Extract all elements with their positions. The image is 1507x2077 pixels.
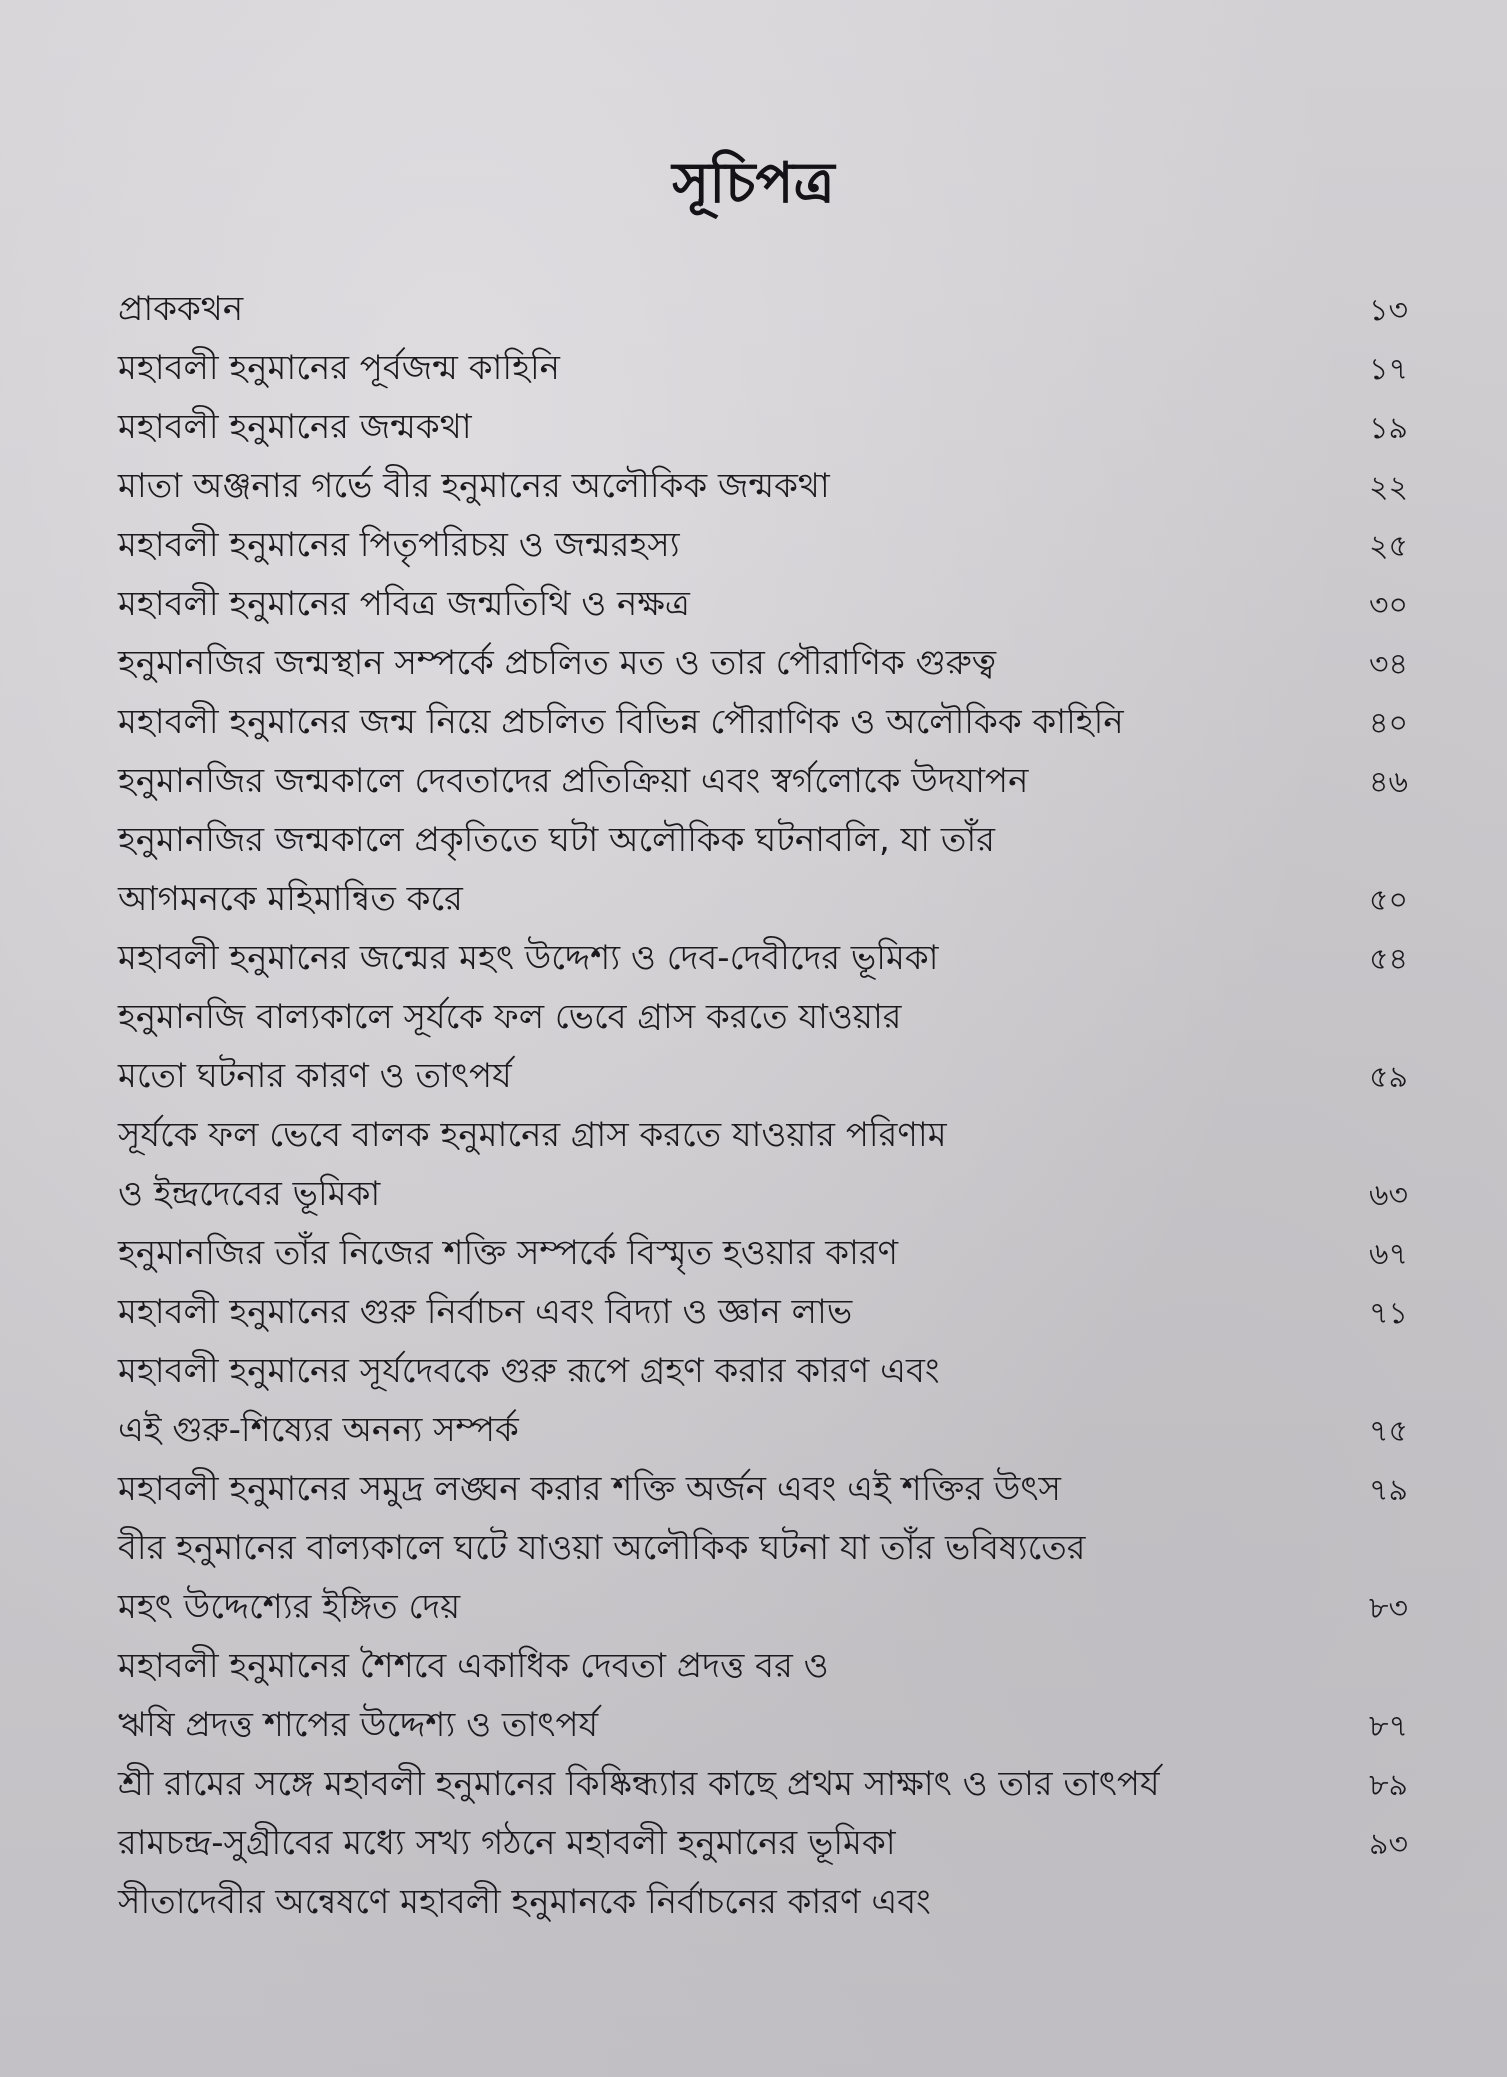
toc-entry xyxy=(118,1224,1408,1283)
toc-page-number: ৮৯ xyxy=(1369,1768,1408,1803)
toc-entry xyxy=(118,752,1408,811)
toc-entry-line: হনুমানজির জন্মকালে দেবতাদের প্রতিক্রিয়া এবং স্বর্গলোকে উদযাপন xyxy=(118,761,1029,801)
toc-entry-line: ঋষি প্রদত্ত শাপের উদ্দেশ্য ও তাৎপর্য xyxy=(118,1705,599,1745)
toc-entry-title xyxy=(118,1224,1288,1283)
toc-entry xyxy=(118,811,1408,929)
toc-page-number: ৭৯ xyxy=(1369,1473,1408,1508)
toc-entry-line: মহাবলী হনুমানের পূর্বজন্ম কাহিনি xyxy=(118,348,560,388)
toc-page-number: ৮৭ xyxy=(1369,1709,1408,1744)
toc-entry-line: বীর হনুমানের বাল্যকালে ঘটে যাওয়া অলৌকিক ঘটনা যা তাঁর ভবিষ্যতের xyxy=(118,1528,1086,1568)
toc-page-number: ২২ xyxy=(1368,470,1408,505)
toc-entry-line: মহাবলী হনুমানের শৈশবে একাধিক দেবতা প্রদত্ত বর ও xyxy=(118,1646,829,1686)
toc-entry-title xyxy=(118,634,1288,693)
toc-entry xyxy=(118,929,1408,988)
toc-entry-title xyxy=(118,1755,1288,1814)
toc-entry-title xyxy=(118,1873,1288,1932)
toc-entry-line: প্রাককথন xyxy=(118,289,244,329)
toc-page-number: ৫০ xyxy=(1369,883,1408,918)
toc-page-number: ৫৪ xyxy=(1369,942,1408,977)
toc-entry-line: সূর্যকে ফল ভেবে বালক হনুমানের গ্রাস করতে যাওয়ার পরিণাম xyxy=(118,1115,947,1155)
toc-entry-line: মহাবলী হনুমানের সমুদ্র লঙ্ঘন করার শক্তি অর্জন এবং এই শক্তির উৎস xyxy=(118,1469,1061,1509)
toc-entry xyxy=(118,1460,1408,1519)
toc-entry-line: হনুমানজির তাঁর নিজের শক্তি সম্পর্কে বিস্মৃত হওয়ার কারণ xyxy=(118,1233,899,1273)
toc-entry-line: মহাবলী হনুমানের জন্মের মহৎ উদ্দেশ্য ও দেব-দেবীদের ভূমিকা xyxy=(118,938,939,978)
toc-entry-line: মহাবলী হনুমানের জন্মকথা xyxy=(118,407,472,447)
toc-page-number: ২৫ xyxy=(1369,529,1408,564)
toc-entry-title xyxy=(118,929,1288,988)
toc-entry xyxy=(118,398,1408,457)
toc-entry xyxy=(118,575,1408,634)
toc-entry-line: মহাবলী হনুমানের পবিত্র জন্মতিথি ও নক্ষত্র xyxy=(118,584,690,624)
toc-page-number: ৭৫ xyxy=(1369,1414,1408,1449)
page-title: সূচিপত্র xyxy=(672,151,835,216)
toc-entry-line: মহাবলী হনুমানের জন্ম নিয়ে প্রচলিত বিভিন্ন পৌরাণিক ও অলৌকিক কাহিনি xyxy=(118,702,1124,742)
toc-page-number: ৬৭ xyxy=(1368,1237,1408,1272)
toc-entry xyxy=(118,339,1408,398)
toc-entry-title xyxy=(118,1637,1288,1755)
toc-entry-line: মহাবলী হনুমানের গুরু নির্বাচন এবং বিদ্যা ও জ্ঞান লাভ xyxy=(118,1292,853,1332)
toc-entry xyxy=(118,516,1408,575)
toc-entry-line: আগমনকে মহিমান্বিত করে xyxy=(118,879,463,919)
toc-page-number: ৩০ xyxy=(1368,588,1408,623)
toc-entry-line: শ্রী রামের সঙ্গে মহাবলী হনুমানের কিষ্কিন্ধ্যার কাছে প্রথম সাক্ষাৎ ও তার তাৎপর্য xyxy=(118,1764,1160,1804)
toc-page-number: ৩৪ xyxy=(1369,647,1408,682)
toc-entry-line: মহাবলী হনুমানের পিতৃপরিচয় ও জন্মরহস্য xyxy=(118,525,680,565)
toc-entry-title xyxy=(118,516,1288,575)
toc-entry xyxy=(118,1283,1408,1342)
toc-entry xyxy=(118,1637,1408,1755)
toc-entry-title xyxy=(118,575,1288,634)
toc-page-number: ৭১ xyxy=(1369,1296,1408,1331)
toc-entry-title xyxy=(118,988,1288,1106)
toc-entry-title xyxy=(118,280,1288,339)
toc-entry-title xyxy=(118,1342,1288,1460)
toc-entry xyxy=(118,634,1408,693)
toc-entry-title xyxy=(118,1814,1288,1873)
toc-entry-line: মতো ঘটনার কারণ ও তাৎপর্য xyxy=(118,1056,512,1096)
toc-entry-title xyxy=(118,457,1288,516)
toc-entry xyxy=(118,1106,1408,1224)
table-of-contents xyxy=(118,280,1408,1932)
toc-entry-line: হনুমানজির জন্মকালে প্রকৃতিতে ঘটা অলৌকিক ঘটনাবলি, যা তাঁর xyxy=(118,820,995,860)
toc-entry-title xyxy=(118,1283,1288,1342)
toc-entry-line: মাতা অঞ্জনার গর্ভে বীর হনুমানের অলৌকিক জন্মকথা xyxy=(118,466,830,506)
toc-entry xyxy=(118,988,1408,1106)
toc-entry-line: রামচন্দ্র-সুগ্রীবের মধ্যে সখ্য গঠনে মহাবলী হনুমানের ভূমিকা xyxy=(118,1823,896,1863)
toc-entry xyxy=(118,457,1408,516)
toc-page-number: ৪০ xyxy=(1369,706,1408,741)
toc-page-number: ৫৯ xyxy=(1369,1060,1408,1095)
toc-page-number: ১৭ xyxy=(1369,352,1408,387)
toc-page-number: ৯৩ xyxy=(1369,1827,1408,1862)
toc-page-number: ৪৬ xyxy=(1369,765,1408,800)
toc-entry-title xyxy=(118,1519,1288,1637)
toc-entry-title xyxy=(118,398,1288,457)
toc-entry-title xyxy=(118,811,1288,929)
toc-entry-title xyxy=(118,693,1288,752)
toc-page-number: ৮৩ xyxy=(1369,1591,1408,1626)
toc-entry-title xyxy=(118,1460,1288,1519)
toc-entry xyxy=(118,1755,1408,1814)
toc-entry xyxy=(118,693,1408,752)
toc-page-number: ১৯ xyxy=(1369,411,1408,446)
toc-page-number: ১৩ xyxy=(1369,293,1408,328)
toc-entry xyxy=(118,280,1408,339)
toc-entry-title xyxy=(118,339,1288,398)
toc-entry xyxy=(118,1873,1408,1932)
toc-page-number: ৬৩ xyxy=(1368,1178,1408,1213)
toc-entry-line: সীতাদেবীর অন্বেষণে মহাবলী হনুমানকে নির্বাচনের কারণ এবং xyxy=(118,1882,931,1922)
toc-entry-line: মহাবলী হনুমানের সূর্যদেবকে গুরু রূপে গ্রহণ করার কারণ এবং xyxy=(118,1351,940,1391)
toc-entry-line: হনুমানজি বাল্যকালে সূর্যকে ফল ভেবে গ্রাস করতে যাওয়ার xyxy=(118,997,902,1037)
toc-entry-title xyxy=(118,752,1288,811)
toc-entry xyxy=(118,1342,1408,1460)
toc-entry-title xyxy=(118,1106,1288,1224)
toc-entry xyxy=(118,1814,1408,1873)
toc-entry-line: ও ইন্দ্রদেবের ভূমিকা xyxy=(118,1174,381,1214)
toc-entry-line: এই গুরু-শিষ্যের অনন্য সম্পর্ক xyxy=(118,1410,519,1450)
toc-entry-line: মহৎ উদ্দেশ্যের ইঙ্গিত দেয় xyxy=(118,1587,461,1627)
toc-entry xyxy=(118,1519,1408,1637)
toc-entry-line: হনুমানজির জন্মস্থান সম্পর্কে প্রচলিত মত ও তার পৌরাণিক গুরুত্ব xyxy=(118,643,997,683)
